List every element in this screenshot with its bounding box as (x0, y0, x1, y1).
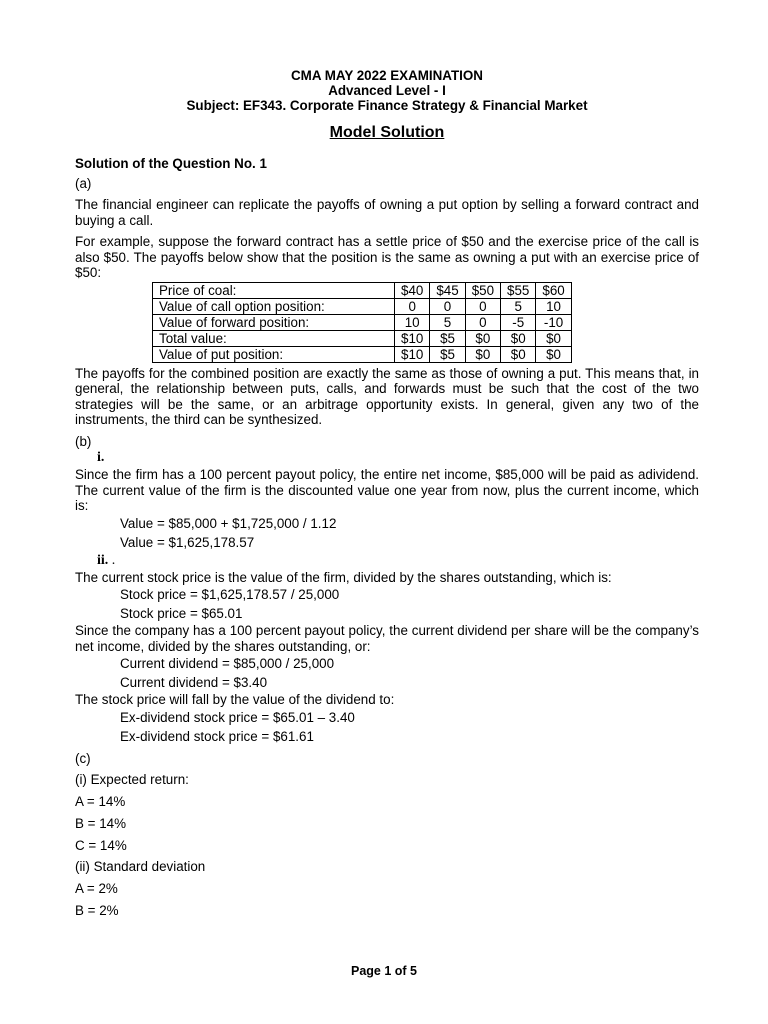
equation: Ex-dividend stock price = $61.61 (120, 728, 314, 744)
exam-level: Advanced Level - I (328, 83, 446, 98)
value-cell: $45 (430, 282, 465, 298)
value-cell: $0 (465, 330, 500, 346)
equation: Ex-dividend stock price = $65.01 – 3.40 (120, 709, 355, 725)
part-c-line: B = 2% (75, 903, 119, 919)
part-c-line: A = 2% (75, 881, 118, 897)
value-cell: $0 (536, 330, 571, 346)
value-cell: $0 (536, 346, 571, 362)
table-row (153, 330, 572, 346)
value-cell: $0 (465, 346, 500, 362)
value-cell: 0 (395, 298, 430, 314)
part-b-ii-text3: The stock price will fall by the value of the dividend to: (75, 692, 395, 707)
equation: Current dividend = $3.40 (120, 675, 268, 690)
part-b-ii-text2: Since the company has a 100 percent payout policy, the current dividend per share will be the company’s net income, divided by the shares outstanding, or: (75, 623, 699, 654)
row-label-cell: Value of call option position: (153, 298, 395, 314)
document-page (75, 68, 699, 922)
value-cell: 10 (536, 298, 571, 314)
section-heading: Solution of the Question No. 1 (75, 156, 267, 171)
table-row (153, 314, 572, 330)
part-b-i-text: Since the firm has a 100 percent payout policy, the entire net income, $85,000 will be paid as adividend. The current value of the firm is the discounted value one year from now, plus the current income, which is: (75, 467, 699, 513)
equation: Stock price = $1,625,178.57 / 25,000 (120, 587, 340, 602)
part-c-line: (i) Expected return: (75, 772, 189, 788)
table-row (153, 346, 572, 362)
value-cell: 0 (465, 314, 500, 330)
value-cell: -10 (536, 314, 571, 330)
value-cell: 5 (501, 298, 536, 314)
value-cell: $5 (430, 330, 465, 346)
row-label-cell: Value of forward position: (153, 314, 395, 330)
part-a-label: (a) (75, 175, 92, 191)
value-cell: 5 (430, 314, 465, 330)
part-c-line: (ii) Standard deviation (75, 859, 206, 875)
roman-dot: . (111, 552, 116, 568)
value-cell: -5 (501, 314, 536, 330)
part-a-para3: The payoffs for the combined position are exactly the same as those of owning a put. This means that, in general, the relationship between puts, calls, and forwards must be such that the cost of the two strategies will be the same, or an arbitrage opportunity exists. In general, given any two of the instruments, the third can be synthesized. (75, 365, 699, 427)
part-c-line: B = 14% (75, 815, 126, 831)
value-cell: 0 (465, 298, 500, 314)
row-label-cell: Price of coal: (153, 282, 395, 298)
value-cell: $55 (501, 282, 536, 298)
value-cell: $0 (501, 330, 536, 346)
roman-numeral: ii. (97, 552, 109, 568)
row-label-cell: Total value: (153, 330, 395, 346)
page-number: Page 1 of 5 (351, 964, 417, 978)
part-a-para1: The financial engineer can replicate the payoffs of owning a put option by selling a forward contract and buying a call. (75, 197, 699, 228)
value-cell: $50 (465, 282, 500, 298)
part-c-line: C = 14% (75, 837, 127, 853)
equation: Value = $85,000 + $1,725,000 / 1.12 (120, 515, 337, 531)
equation: Stock price = $65.01 (120, 606, 243, 621)
table-row (153, 282, 572, 298)
value-cell: $10 (395, 346, 430, 362)
row-label-cell: Value of put position: (153, 346, 395, 362)
exam-title: CMA MAY 2022 EXAMINATION (291, 68, 483, 83)
part-b-label: (b) (75, 433, 92, 449)
value-cell: 10 (395, 314, 430, 330)
part-b-i-label: i. (97, 450, 105, 465)
part-c-label: (c) (75, 750, 91, 766)
equation: Value = $1,625,178.57 (120, 534, 255, 550)
payoff-table (152, 282, 572, 363)
exam-subject: Subject: EF343. Corporate Finance Strategy & Financial Market (186, 98, 588, 113)
part-c (75, 748, 699, 922)
part-b-ii-text1: The current stock price is the value of the firm, divided by the shares outstanding, which is: (75, 569, 612, 585)
value-cell: 0 (430, 298, 465, 314)
table-row (153, 298, 572, 314)
value-cell: $5 (430, 346, 465, 362)
part-c-line: A = 14% (75, 794, 126, 810)
value-cell: $40 (395, 282, 430, 298)
part-a-para2: For example, suppose the forward contract has a settle price of $50 and the exercise price of the call is also $50. The payoffs below show that the position is the same as owning a put with an exercise price of $50: (75, 234, 699, 280)
part-b-ii-label (75, 552, 699, 570)
value-cell: $10 (395, 330, 430, 346)
value-cell: $60 (536, 282, 571, 298)
value-cell: $0 (501, 346, 536, 362)
equation: Current dividend = $85,000 / 25,000 (120, 656, 335, 671)
page-title: Model Solution (329, 124, 445, 141)
